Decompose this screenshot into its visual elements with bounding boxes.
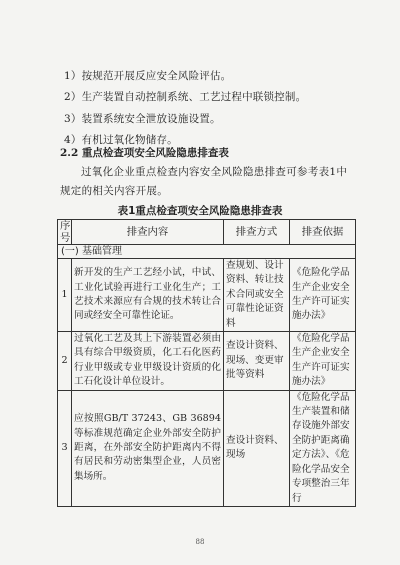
row-content: 应按照GB/T 37243、GB 36894等标准规范确定企业外部安全防护距离，在外部安全防护距离内不得有居民和劳动密集型企业，人员密集场所。	[72, 390, 224, 506]
list-item: 4）有机过氧化物储存。	[64, 133, 178, 146]
row-index: 2	[58, 332, 72, 391]
row-method: 查设计资料、现场	[224, 390, 290, 506]
measure-list	[64, 66, 364, 151]
group-label: (一) 基础管理	[58, 245, 356, 259]
header-basis: 排查依据	[290, 220, 356, 245]
row-method: 查规划、设计资料、转让技术合同或安全可靠性论证资料	[224, 259, 290, 332]
inspection-table	[57, 219, 356, 507]
row-basis: 《危险化学品生产企业安全生产许可证实施办法》	[290, 332, 356, 391]
header-index: 序号	[58, 220, 72, 245]
table-group-row	[58, 245, 356, 259]
row-content: 新开发的生产工艺经小试，中试、工业化试验再进行工业化生产；工艺技术来源应有合规的技术转让合同或经安全可靠性论证。	[72, 259, 224, 332]
list-item: 3）装置系统安全泄放设施设置。	[64, 112, 221, 125]
table-row	[58, 390, 356, 506]
list-item: 2）生产装置自动控制系统、工艺过程中联锁控制。	[64, 91, 307, 104]
table-title: 表1重点检查项安全风险隐患排查表	[117, 205, 283, 217]
page-number: 88	[195, 538, 205, 546]
section-heading: 2.2 重点检查项安全风险隐患排查表	[60, 147, 229, 159]
row-basis: 《危险化学品生产企业安全生产许可证实施办法》	[290, 259, 356, 332]
row-index: 3	[58, 390, 72, 506]
table-header-row	[58, 220, 356, 245]
table-row	[58, 332, 356, 391]
header-method: 排查方式	[224, 220, 290, 245]
list-item: 1）按规范开展反应安全风险评估。	[64, 70, 232, 82]
row-content: 过氧化工艺及其上下游装置必须由具有综合甲级资质，化工石化医药行业甲级或专业甲级设计资质的化工石化设计单位设计。	[72, 332, 224, 391]
row-method: 查设计资料、现场、变更审批等资料	[224, 332, 290, 391]
header-content: 排查内容	[72, 220, 224, 245]
row-basis: 《危险化学品生产装置和储存设施外部安全防护距离确定方法》、《危险化学品安全专项整治三年行	[290, 390, 356, 506]
row-index: 1	[58, 259, 72, 332]
table-row	[58, 259, 356, 332]
body-paragraph: 过氧化企业重点检查内容安全风险隐患排查可参考表1中规定的相关内容开展。	[60, 166, 348, 197]
